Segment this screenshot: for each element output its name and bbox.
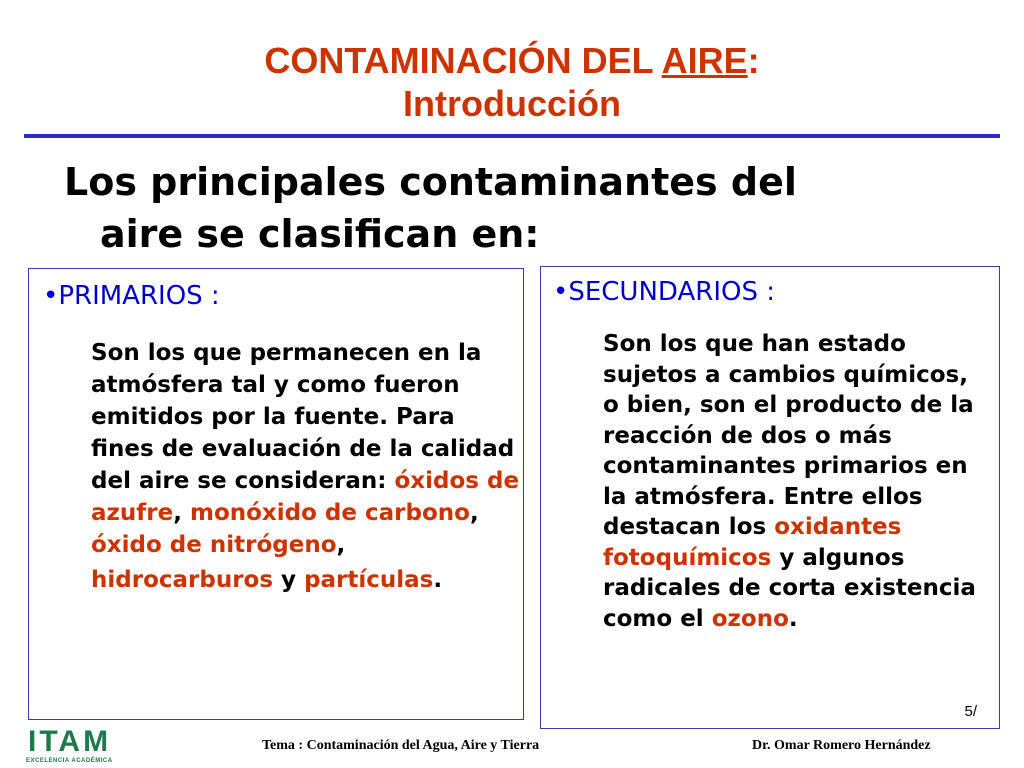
pollutant-particles: partículas bbox=[304, 567, 434, 593]
separator: , bbox=[173, 500, 190, 526]
logo-wordmark: ITAM bbox=[28, 725, 112, 758]
itam-logo bbox=[26, 725, 126, 764]
primarios-body bbox=[91, 337, 521, 599]
pollutant-ozone: ozono bbox=[711, 605, 789, 632]
title-line-1 bbox=[0, 40, 1024, 82]
title-divider bbox=[24, 134, 1000, 138]
logo-tagline: EXCELENCIA ACADÉMICA bbox=[26, 758, 113, 764]
primarios-heading: •PRIMARIOS : bbox=[43, 281, 220, 311]
intro-text bbox=[64, 156, 984, 260]
separator: y bbox=[273, 567, 305, 593]
secundarios-box bbox=[540, 266, 1000, 729]
title-line-2: Introducción bbox=[403, 83, 621, 124]
intro-line-2: aire se clasifican en: bbox=[100, 212, 540, 256]
separator: , bbox=[469, 500, 479, 526]
primarios-text: Son los que permanecen en la atmósfera tal y como fueron emitidos por la fuente. Para fines de evaluación de la calidad del aire se consideran: bbox=[91, 340, 515, 494]
period: . bbox=[433, 567, 443, 593]
pollutant-sulfur-oxides: óxidos de azufre bbox=[91, 468, 520, 526]
pollutant-carbon-monoxide: monóxido de carbono bbox=[189, 500, 470, 526]
page-number: 5/ bbox=[964, 703, 977, 720]
pollutant-nitrogen-oxide: óxido de nitrógeno bbox=[91, 532, 337, 558]
secundarios-mid-text: y algunos radicales de corta existencia como el bbox=[603, 544, 976, 632]
title-emphasis: AIRE bbox=[661, 40, 748, 81]
secundarios-heading: •SECUNDARIOS : bbox=[553, 277, 775, 307]
intro-line-1: Los principales contaminantes del bbox=[64, 160, 797, 204]
separator: , bbox=[336, 532, 346, 558]
pollutant-photochemical-oxidants: oxidantes fotoquímicos bbox=[603, 514, 902, 571]
period: . bbox=[788, 605, 798, 632]
title-prefix: CONTAMINACIÓN DEL bbox=[264, 40, 662, 81]
title-suffix: : bbox=[747, 40, 760, 81]
secundarios-body bbox=[603, 329, 988, 634]
primarios-box bbox=[28, 268, 524, 720]
slide-title bbox=[0, 40, 1024, 124]
footer-author: Dr. Omar Romero Hernández bbox=[752, 738, 931, 753]
pollutant-hydrocarbons: hidrocarburos bbox=[91, 567, 274, 593]
secundarios-text: Son los que han estado sujetos a cambios químicos, o bien, son el producto de la reacción de dos o más contaminantes primarios en la atmósfera. Entre ellos destacan los bbox=[603, 331, 974, 540]
footer-topic: Tema : Contaminación del Agua, Aire y Tierra bbox=[262, 738, 540, 753]
